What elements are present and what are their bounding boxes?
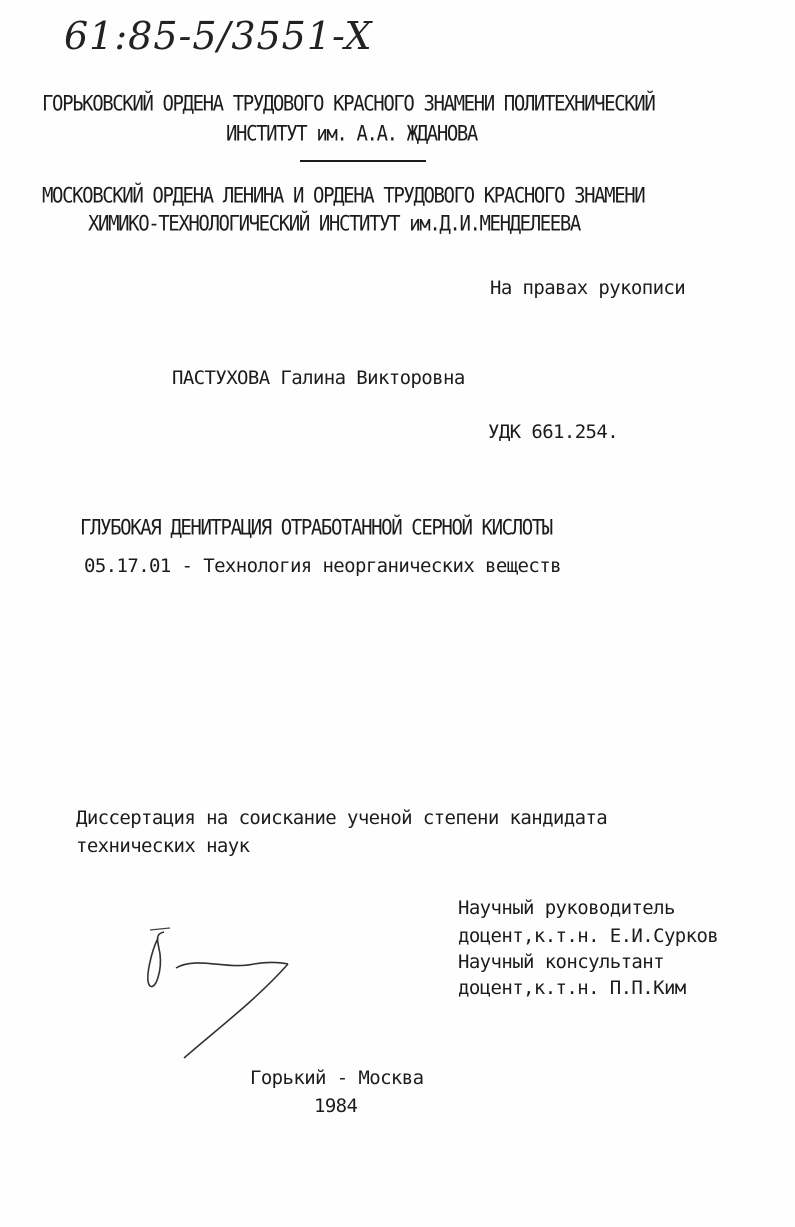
- archive-code-handwritten: 61:85-5/3551-X: [64, 14, 373, 58]
- consultant-name: доцент,к.т.н. П.П.Ким: [458, 977, 686, 999]
- separator-rule: [300, 160, 426, 162]
- institute1-line1: ГОРЬКОВСКИЙ ОРДЕНА ТРУДОВОГО КРАСНОГО ЗНАМЕНИ ПОЛИТЕХНИЧЕСКИЙ: [42, 91, 655, 117]
- institute2-line1: МОСКОВСКИЙ ОРДЕНА ЛЕНИНА И ОРДЕНА ТРУДОВОГО КРАСНОГО ЗНАМЕНИ: [42, 183, 645, 209]
- dissertation-title: ГЛУБОКАЯ ДЕНИТРАЦИЯ ОТРАБОТАННОЙ СЕРНОЙ КИСЛОТЫ: [80, 515, 552, 541]
- supervisor-name: доцент,к.т.н. Е.И.Сурков: [458, 925, 719, 947]
- institute2-line2: ХИМИКО-ТЕХНОЛОГИЧЕСКИЙ ИНСТИТУТ им.Д.И.МЕНДЕЛЕЕВА: [88, 211, 580, 237]
- dissertation-statement-line1: Диссертация на соискание ученой степени кандидата: [76, 807, 608, 829]
- dissertation-statement-line2: технических наук: [76, 835, 250, 857]
- udc-code: УДК 661.254.: [488, 421, 619, 443]
- consultant-label: Научный консультант: [458, 951, 664, 973]
- supervisor-label: Научный руководитель: [458, 897, 675, 919]
- signature: [136, 920, 306, 1060]
- place: Горький - Москва: [250, 1067, 424, 1089]
- author-name: ПАСТУХОВА Галина Викторовна: [172, 367, 465, 389]
- year: 1984: [314, 1095, 358, 1117]
- institute1-line2: ИНСТИТУТ им. А.А. ЖДАНОВА: [226, 121, 477, 147]
- manuscript-note: На правах рукописи: [490, 277, 686, 299]
- specialty: 05.17.01 - Технология неорганических веществ: [84, 555, 561, 577]
